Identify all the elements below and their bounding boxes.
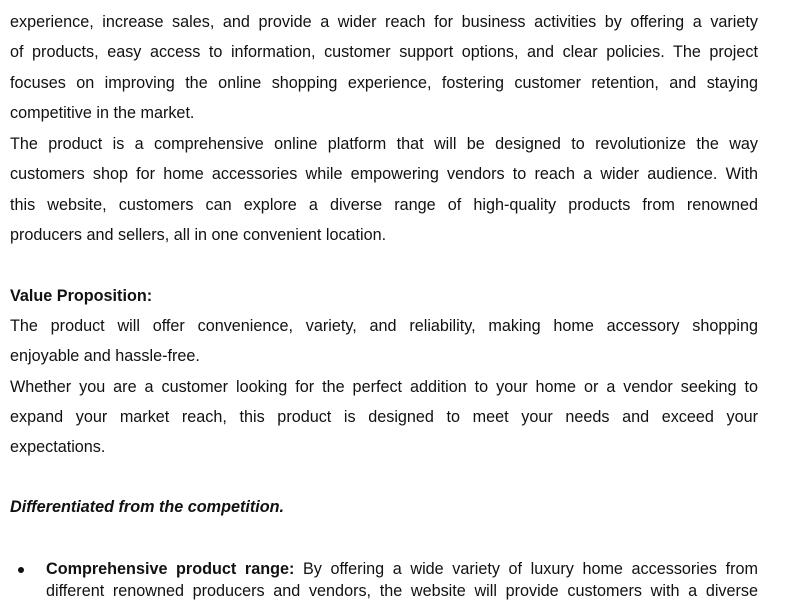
intro-line-1: experience, increase sales, and provide a wider reach for business activities by offering a variety — [10, 13, 758, 31]
product-line-3: this website, customers can explore a diverse range of high-quality products from renowned — [10, 196, 758, 214]
bullet-line-2: different renowned producers and vendors, the website will provide customers with a diverse — [46, 582, 758, 600]
value-line-4: expand your market reach, this product is designed to meet your needs and exceed your — [10, 408, 758, 426]
intro-line-2: of products, easy access to information, customer support options, and clear policies. The project — [10, 43, 758, 61]
bullet-line-1 — [46, 559, 758, 579]
clipped-text-line — [10, 0, 758, 6]
differentiation-heading: Differentiated from the competition. — [10, 498, 285, 516]
product-line-1: The product is a comprehensive online platform that will be designed to revolutionize the way — [10, 135, 758, 153]
bullet-icon — [18, 567, 24, 573]
product-line-2: customers shop for home accessories while empowering vendors to reach a wider audience. With — [10, 165, 758, 183]
bullet-title: Comprehensive product range: — [46, 560, 295, 578]
value-line-2: enjoyable and hassle-free. — [10, 347, 200, 365]
value-line-5: expectations. — [10, 438, 106, 456]
value-line-3: Whether you are a customer looking for the perfect addition to your home or a vendor seeking to — [10, 378, 758, 396]
intro-line-4: competitive in the market. — [10, 104, 195, 122]
intro-line-3: focuses on improving the online shopping experience, fostering customer retention, and staying — [10, 74, 758, 92]
product-line-4: producers and sellers, all in one convenient location. — [10, 226, 387, 244]
bullet-text: By offering a wide variety of luxury home accessories from — [294, 560, 758, 578]
value-line-1: The product will offer convenience, variety, and reliability, making home accessory shopping — [10, 317, 758, 335]
value-proposition-heading: Value Proposition: — [10, 287, 153, 305]
